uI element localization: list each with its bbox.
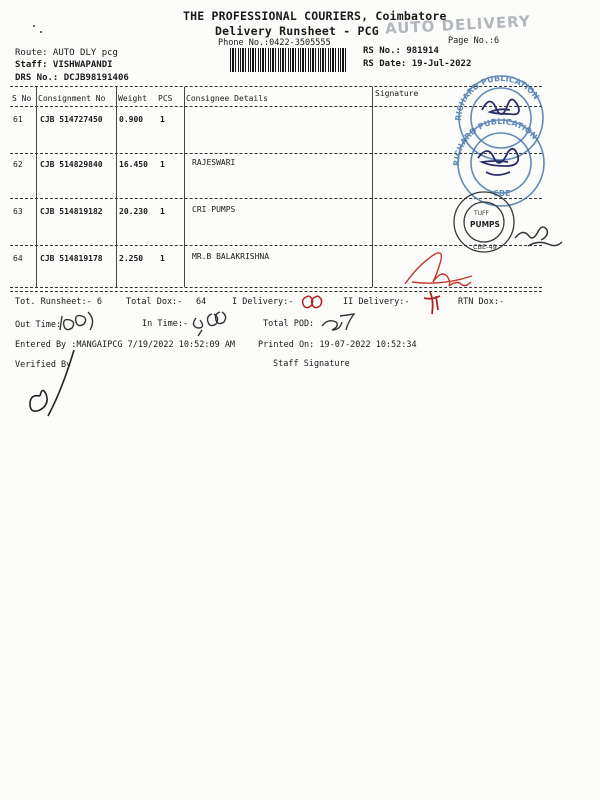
total-pod: Total POD: — [263, 319, 315, 329]
handwritten-total-pod — [322, 314, 354, 330]
row-64-weight: 2.250 — [119, 254, 144, 263]
auto-delivery-stamp-text: AUTO DELIVERY — [384, 12, 532, 38]
staff-signature: Staff Signature — [273, 359, 350, 369]
cri-pumps-stamp — [454, 192, 514, 252]
handwritten-ii-delivery — [424, 292, 440, 314]
total-dox-value: 64 — [196, 297, 207, 307]
cri-stamp-top: TUFF — [474, 210, 489, 217]
row-63-weight: 20.230 — [119, 207, 148, 216]
row-61-weight: 0.900 — [119, 115, 144, 124]
row-62-pcs: 1 — [160, 160, 165, 169]
row-61-pcs: 1 — [160, 115, 165, 124]
row-61-consignment: CJB 514727450 — [40, 115, 103, 124]
cri-stamp-mid: PUMPS — [470, 220, 500, 229]
row-63-consignment: CJB 514819182 — [40, 207, 103, 216]
row-62-sno: 62 — [13, 160, 23, 169]
row-62-consignment: CJB 514829840 — [40, 160, 103, 169]
row-64-consignment: CJB 514819178 — [40, 254, 103, 263]
i-delivery: I Delivery:- — [232, 297, 294, 307]
phone-number: Phone No.:0422-3505555 — [218, 38, 331, 48]
staff-label: Staff: VISHWAPANDI — [15, 60, 113, 70]
rs-date: RS Date: 19-Jul-2022 — [363, 59, 472, 69]
col-pcs: PCS — [158, 94, 173, 103]
verified-by-signature — [30, 350, 74, 416]
ii-delivery: II Delivery:- — [343, 297, 410, 307]
row-62-weight: 16.450 — [119, 160, 148, 169]
row-63-consignee: CRI PUMPS — [192, 205, 236, 214]
signature-row-61 — [482, 99, 519, 114]
speck-mark — [33, 25, 35, 27]
row-63-sno: 63 — [13, 207, 23, 216]
runsheet-subtitle: Delivery Runsheet - PCG — [215, 24, 379, 38]
handwritten-i-delivery — [303, 296, 322, 308]
handwritten-in-time — [193, 312, 225, 336]
speck-mark — [40, 31, 42, 33]
row-64-consignee: MR.B BALAKRISHNA — [192, 252, 270, 261]
col-signature: Signature — [375, 89, 419, 98]
richard-stamp-2-text: RICHARD PUBLICATION — [451, 116, 540, 167]
total-dox-label: Total Dox:- — [126, 297, 183, 307]
richard-stamp-1-text: RICHARD PUBLICATION — [453, 73, 541, 122]
row-63-pcs: 1 — [160, 207, 165, 216]
col-weight: Weight — [118, 94, 147, 103]
row-61-sno: 61 — [13, 115, 23, 124]
printed-on: Printed On: 19-07-2022 10:52:34 — [258, 340, 417, 350]
row-64-sno: 64 — [13, 254, 23, 263]
col-sno: S No — [12, 94, 32, 103]
signature-row-62 — [478, 149, 518, 175]
verified-by: Verified By — [15, 360, 72, 370]
rs-number: RS No.: 981914 — [363, 46, 439, 56]
signature-row-63 — [515, 227, 562, 246]
col-consignee: Consignee Details — [186, 94, 268, 103]
cri-stamp-bottom: CBE-49 — [473, 243, 497, 251]
out-time: Out Time: — [15, 320, 62, 330]
row-62-consignee: RAJESWARI — [192, 158, 236, 167]
rtn-dox: RTN Dox:- — [458, 297, 505, 307]
route-label: Route: AUTO DLY pcg — [15, 48, 118, 58]
page-number: Page No.:6 — [448, 36, 500, 46]
company-title: THE PROFESSIONAL COURIERS, Coimbatore — [183, 9, 447, 23]
tot-runsheet: Tot. Runsheet:- 6 — [15, 297, 102, 307]
in-time: In Time:- — [142, 319, 189, 329]
handwritten-out-time — [60, 312, 93, 330]
richard-publication-stamp-1 — [454, 74, 543, 160]
richard-stamp-city: CBE — [493, 189, 511, 198]
drs-number: DRS No.: DCJB98191406 — [15, 73, 129, 83]
row-64-pcs: 1 — [160, 254, 165, 263]
entered-by: Entered By :MANGAIPCG 7/19/2022 10:52:09 AM — [15, 340, 236, 350]
col-consignment: Consignment No — [38, 94, 106, 103]
signature-row-64 — [405, 253, 472, 286]
